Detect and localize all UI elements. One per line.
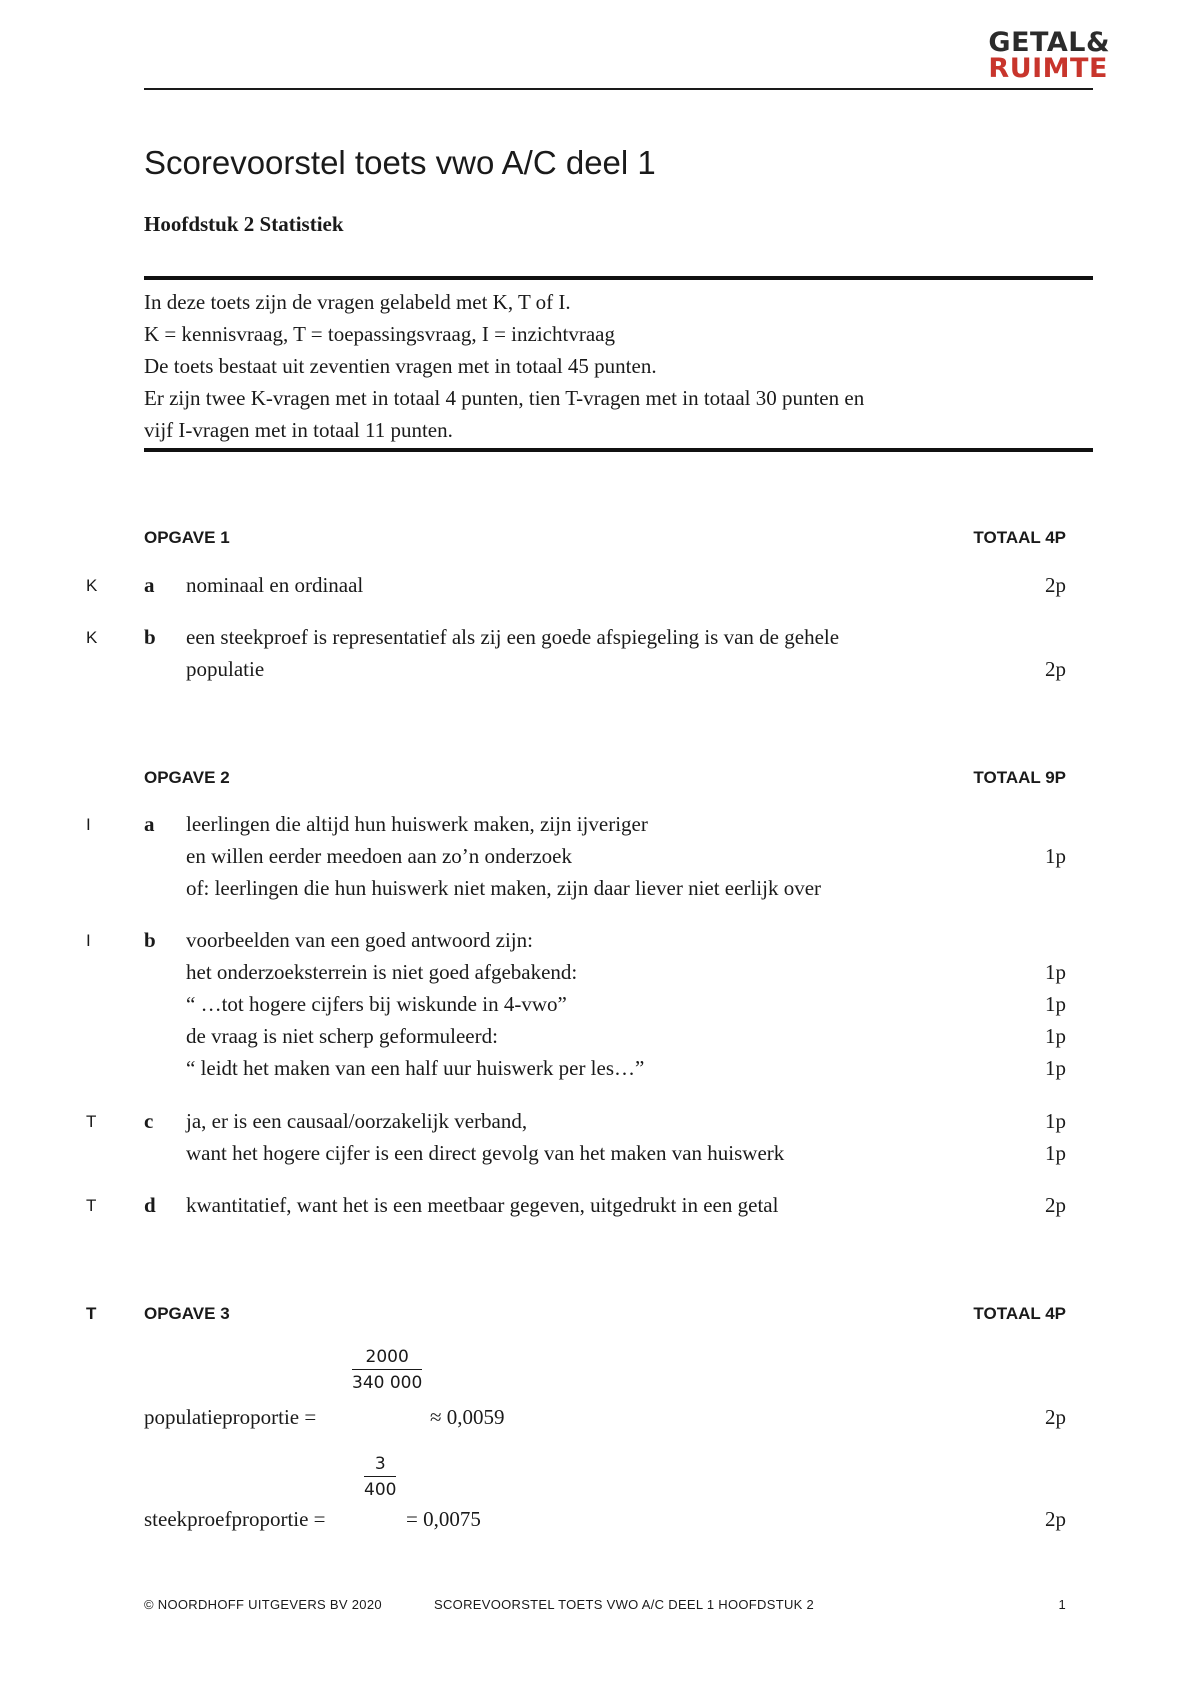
formula-label: steekproefproportie = [144,1507,326,1531]
intro-line: Er zijn twee K-vragen met in totaal 4 punten, tien T-vragen met in totaal 30 punten en [144,386,865,410]
question-type-tag: I [86,931,91,950]
points: 2p [1045,1193,1066,1217]
question-type-tag: K [86,628,98,647]
answer-line: het onderzoeksterrein is niet goed afgebakend: [186,960,578,984]
logo-line-ruimte: RUIMTE [988,53,1108,85]
fraction-numerator: 3 [364,1454,396,1477]
question-type-tag: K [86,576,98,595]
fraction [364,1454,396,1500]
points: 2p [1045,657,1066,681]
answer-line: een steekproef is representatief als zij een goede afspiegeling is van de gehele [186,625,840,649]
question-type-tag: T [86,1112,97,1131]
opgave-3-total: TOTAAL 4P [973,1304,1066,1323]
points: 1p [1045,1141,1066,1165]
fraction-denominator: 400 [364,1480,397,1500]
answer-line: want het hogere cijfer is een direct gevolg van het maken van huiswerk [186,1141,785,1165]
answer-line: leerlingen die altijd hun huiswerk maken, zijn ijveriger [186,812,648,836]
header-rule [144,88,1093,90]
answer-line: ja, er is een causaal/oorzakelijk verband, [186,1109,528,1133]
intro-line: De toets bestaat uit zeventien vragen met in totaal 45 punten. [144,354,657,378]
question-type-tag: T [86,1196,97,1215]
footer-document-title: SCOREVOORSTEL TOETS VWO A/C DEEL 1 HOOFDSTUK 2 [434,1597,815,1612]
answer-line: de vraag is niet scherp geformuleerd: [186,1024,498,1048]
points: 2p [1045,1405,1066,1429]
question-letter: d [144,1193,156,1217]
formula-result: ≈ 0,0059 [430,1405,505,1429]
answer-line: kwantitatief, want het is een meetbaar gegeven, uitgedrukt in een getal [186,1193,779,1217]
question-letter: c [144,1109,154,1133]
intro-line: K = kennisvraag, T = toepassingsvraag, I = inzichtvraag [144,322,615,346]
logo-line-getal: GETAL& [988,27,1110,58]
points: 1p [1045,1056,1066,1080]
opgave-1-heading [144,528,1066,548]
chapter-subtitle: Hoofdstuk 2 Statistiek [144,212,344,236]
answer-line: of: leerlingen die hun huiswerk niet maken, zijn daar liever niet eerlijk over [186,876,822,900]
points: 2p [1045,573,1066,597]
footer-page-number: 1 [1058,1597,1066,1612]
footer-copyright: © NOORDHOFF UITGEVERS BV 2020 [144,1597,382,1612]
answer-line: populatie [186,657,265,681]
opgave-3-title: OPGAVE 3 [144,1304,230,1323]
intro-box [144,276,1093,452]
opgave-1-title: OPGAVE 1 [144,528,230,547]
intro-line: vijf I-vragen met in totaal 11 punten. [144,418,453,442]
answer-line: en willen eerder meedoen aan zo’n onderzoek [186,844,572,868]
answer-line: “ leidt het maken van een half uur huiswerk per les…” [186,1056,645,1080]
formula-result: = 0,0075 [406,1507,481,1531]
points: 1p [1045,992,1066,1016]
fraction [352,1347,422,1393]
fraction-denominator: 340 000 [352,1373,423,1393]
getal-ruimte-logo [988,27,1110,85]
opgave-2-heading [144,768,1066,788]
answer-line: nominaal en ordinaal [186,573,364,597]
intro-line: In deze toets zijn de vragen gelabeld met K, T of I. [144,290,571,314]
question-type-tag: I [86,815,91,834]
answer-line: “ …tot hogere cijfers bij wiskunde in 4-vwo” [186,992,567,1016]
opgave-2-total: TOTAAL 9P [973,768,1066,787]
fraction-numerator: 2000 [352,1347,422,1370]
question-type-tag: T [86,1304,97,1323]
points: 1p [1045,960,1066,984]
formula-label: populatieproportie = [144,1405,317,1429]
question-letter: a [144,573,155,597]
opgave-3-heading [144,1304,1066,1324]
opgave-2-title: OPGAVE 2 [144,768,230,787]
question-letter: b [144,625,156,649]
opgave-1-total: TOTAAL 4P [973,528,1066,547]
question-letter: a [144,812,155,836]
points: 1p [1045,844,1066,868]
points: 2p [1045,1507,1066,1531]
question-letter: b [144,928,156,952]
page-title: Scorevoorstel toets vwo A/C deel 1 [144,144,656,181]
points: 1p [1045,1109,1066,1133]
points: 1p [1045,1024,1066,1048]
answer-line: voorbeelden van een goed antwoord zijn: [186,928,533,952]
